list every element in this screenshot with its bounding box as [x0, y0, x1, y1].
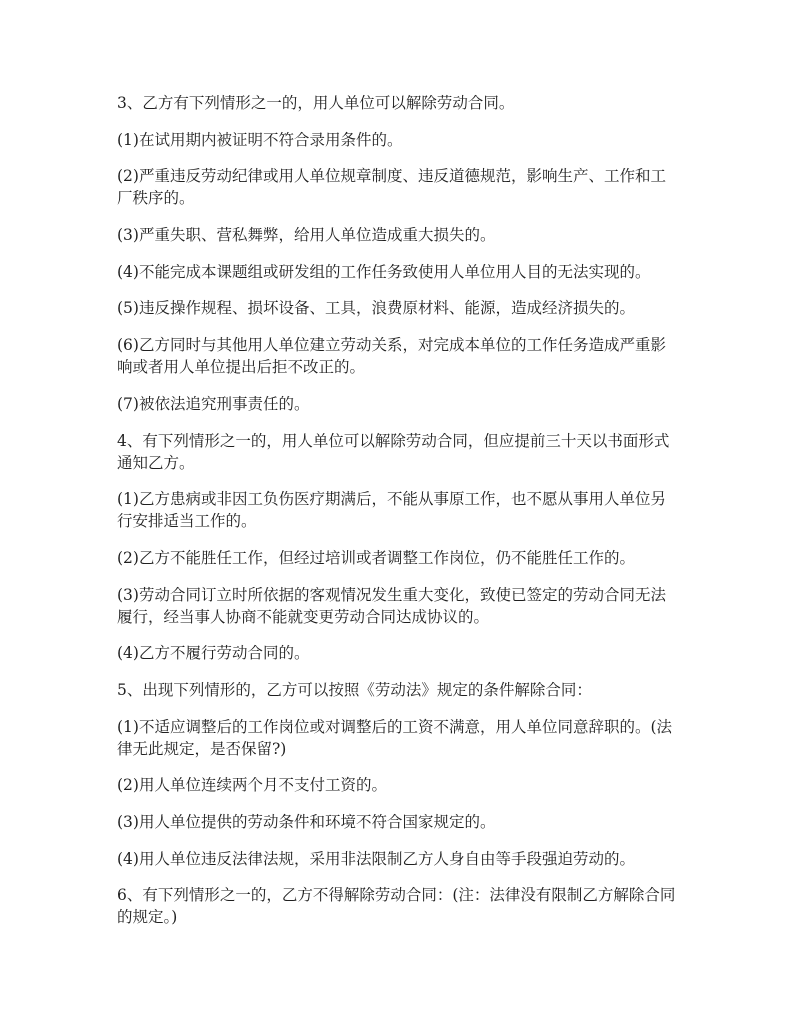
paragraph-line: 通知乙方。 — [117, 453, 195, 472]
clause-3-item-3 — [117, 224, 736, 246]
paragraph-line: (1)不适应调整后的工作岗位或对调整后的工资不满意，用人单位同意辞职的。(法 — [117, 717, 673, 736]
clause-3-item-4 — [117, 261, 736, 283]
paragraph-line: 响或者用人单位提出后拒不改正的。 — [117, 358, 366, 377]
clause-3-item-6 — [117, 334, 736, 378]
clause-4-item-4 — [117, 642, 736, 664]
paragraph-line: (4)用人单位违反法律法规，采用非法限制乙方人身自由等手段强迫劳动的。 — [117, 849, 635, 868]
paragraph-line: (4)乙方不履行劳动合同的。 — [117, 644, 310, 663]
paragraph-line: 律无此规定，是否保留?) — [117, 739, 287, 758]
paragraph-line: (3)劳动合同订立时所依据的客观情况发生重大变化，致使已签定的劳动合同无法 — [117, 585, 666, 604]
clause-5-item-4 — [117, 848, 736, 870]
paragraph-line: (3)严重失职、营私舞弊，给用人单位造成重大损失的。 — [117, 226, 496, 245]
paragraph-line: 6、有下列情形之一的，乙方不得解除劳动合同：(注：法律没有限制乙方解除合同 — [117, 886, 676, 905]
paragraph-line: (3)用人单位提供的劳动条件和环境不符合国家规定的。 — [117, 813, 496, 831]
paragraph-line: 厂秩序的。 — [117, 189, 195, 208]
clause-3-heading — [117, 92, 736, 114]
clause-4-item-3 — [117, 584, 736, 628]
paragraph-line: (6)乙方同时与其他用人单位建立劳动关系，对完成本单位的工作任务造成严重影 — [117, 336, 666, 355]
paragraph-line: (5)违反操作规程、损坏设备、工具，浪费原材料、能源，造成经济损失的。 — [117, 299, 635, 318]
clause-5-item-1 — [117, 716, 736, 760]
paragraph-line: (2)乙方不能胜任工作，但经过培训或者调整工作岗位，仍不能胜任工作的。 — [117, 548, 635, 567]
clause-5-item-3 — [117, 811, 736, 833]
clause-4-heading — [117, 430, 736, 474]
clause-3-item-2 — [117, 165, 736, 209]
paragraph-line: (4)不能完成本课题组或研发组的工作任务致使用人单位用人目的无法实现的。 — [117, 262, 651, 281]
paragraph-line: 行安排适当工作的。 — [117, 512, 257, 531]
paragraph-line: 3、乙方有下列情形之一的，用人单位可以解除劳动合同。 — [117, 94, 515, 112]
paragraph-line: (1)在试用期内被证明不符合录用条件的。 — [117, 130, 403, 149]
clause-5-item-2 — [117, 774, 736, 796]
paragraph-line: (2)严重违反劳动纪律或用人单位规章制度、违反道德规范，影响生产、工作和工 — [117, 167, 666, 186]
paragraph-line: (7)被依法追究刑事责任的。 — [117, 394, 310, 413]
clause-3-item-7 — [117, 393, 736, 415]
clause-4-item-1 — [117, 488, 736, 532]
paragraph-line: 的规定。) — [117, 908, 178, 927]
paragraph-line: (1)乙方患病或非因工负伤医疗期满后，不能从事原工作，也不愿从事用人单位另 — [117, 490, 666, 509]
clause-5-heading — [117, 679, 736, 701]
paragraph-line: 4、有下列情形之一的，用人单位可以解除劳动合同，但应提前三十天以书面形式 — [117, 431, 670, 450]
paragraph-line: 5、出现下列情形的，乙方可以按照《劳动法》规定的条件解除合同： — [117, 680, 592, 699]
clause-4-item-2 — [117, 547, 736, 569]
clause-3-item-1 — [117, 129, 736, 151]
clause-3-item-5 — [117, 297, 736, 319]
clause-6-heading — [117, 884, 736, 928]
paragraph-line: (2)用人单位连续两个月不支付工资的。 — [117, 776, 387, 795]
paragraph-line: 履行，经当事人协商不能就变更劳动合同达成协议的。 — [117, 607, 490, 626]
